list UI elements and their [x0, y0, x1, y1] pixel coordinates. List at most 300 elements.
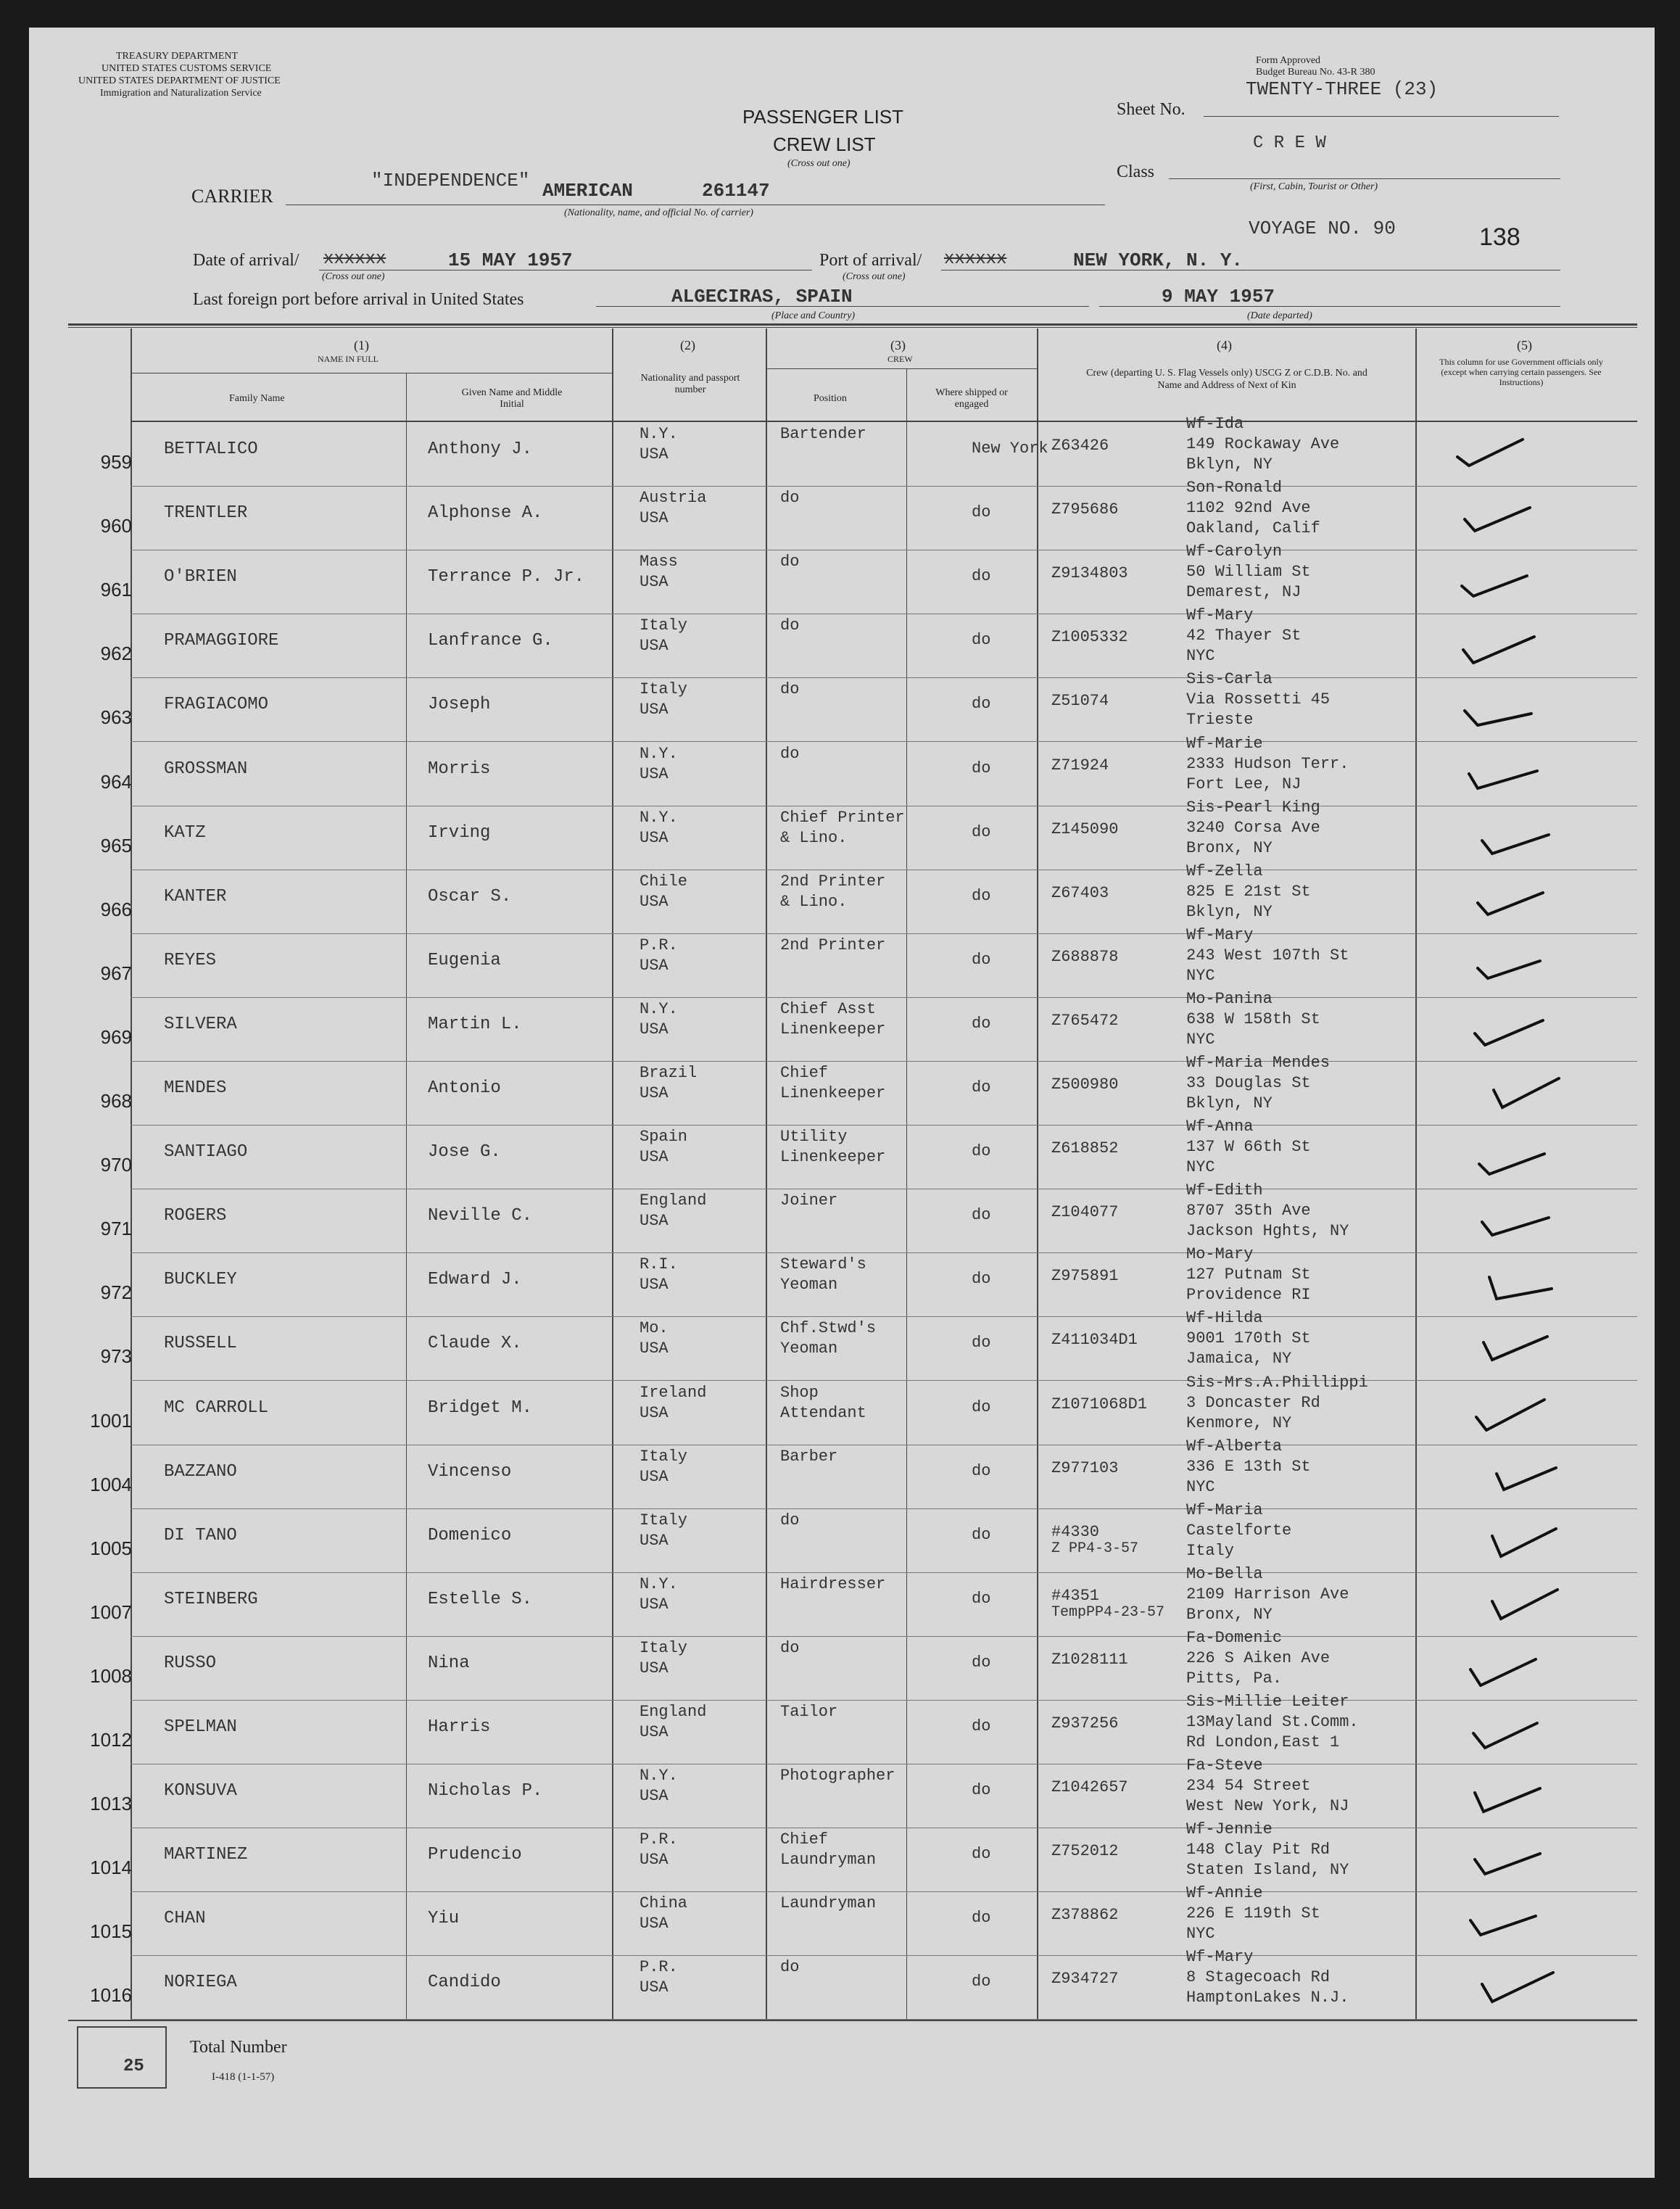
uscg-z-number: Z9134803 [1051, 564, 1128, 582]
given-name: Terrance P. Jr. [428, 567, 585, 587]
given-name: Domenico [428, 1526, 512, 1545]
row-divider [131, 1061, 1637, 1062]
checkmark-icon [1481, 1516, 1560, 1559]
row-number: 965 [100, 835, 132, 856]
nationality-country: USA [640, 1148, 669, 1166]
nationality-country: USA [640, 573, 669, 591]
row-number: 1004 [90, 1474, 132, 1495]
port-value: NEW YORK, N. Y. [1073, 249, 1244, 271]
row-number: 967 [100, 962, 132, 984]
carrier-nationality: AMERICAN [542, 180, 633, 202]
last-port-label: Last foreign port before arrival in United States [193, 290, 524, 309]
given-name: Prudencio [428, 1845, 522, 1865]
given-name: Martin L. [428, 1015, 522, 1034]
nationality-country: USA [640, 701, 669, 719]
next-of-kin-name: Wf-Mary [1186, 606, 1254, 624]
col2-title: Nationality and passport number [640, 373, 740, 395]
title-passenger-list: PASSENGER LIST [742, 106, 904, 128]
next-of-kin-address: 50 William St [1186, 563, 1311, 581]
given-name: Nicholas P. [428, 1781, 543, 1801]
given-name: Neville C. [428, 1206, 533, 1226]
uscg-z-number: #4330 [1051, 1523, 1100, 1541]
position: Barber [780, 1448, 838, 1466]
uscg-z-number: Z618852 [1051, 1139, 1119, 1157]
next-of-kin-name: Fa-Domenic [1186, 1629, 1283, 1647]
position-line2: & Lino. [780, 893, 848, 911]
nationality-country: USA [640, 509, 669, 527]
sheet-label: Sheet No. [1117, 100, 1185, 119]
uscg-z-number: Z1071068D1 [1051, 1395, 1148, 1413]
position-line2: Attendant [780, 1404, 866, 1422]
checkmark-icon [1463, 1643, 1543, 1687]
given-name: Oscar S. [428, 887, 512, 907]
family-name: TRENTLER [164, 503, 248, 523]
next-of-kin-name: Wf-Hilda [1186, 1309, 1263, 1327]
uscg-z-number: Z765472 [1051, 1012, 1119, 1030]
nationality: Spain [640, 1128, 688, 1146]
row-divider [131, 677, 1637, 678]
position: do [780, 680, 800, 698]
uscg-z-number: Z937256 [1051, 1714, 1119, 1733]
given-name: Claude X. [428, 1334, 522, 1353]
uscg-z-number: #4351 [1051, 1587, 1100, 1605]
col1-number: (1) [354, 338, 369, 352]
nationality: N.Y. [640, 1575, 678, 1593]
checkmark-icon [1473, 813, 1553, 856]
given-name: Anthony J. [428, 439, 533, 459]
row-number: 964 [100, 771, 132, 793]
next-of-kin-address: 33 Douglas St [1186, 1074, 1311, 1092]
next-of-kin-address: 137 W 66th St [1186, 1138, 1311, 1156]
arrival-label: Date of arrival/ [193, 251, 299, 270]
uscg-z-number: Z63426 [1051, 437, 1109, 455]
position: Chf.Stwd's [780, 1319, 877, 1337]
row-number: 1007 [90, 1601, 132, 1623]
nationality-country: USA [640, 637, 669, 655]
family-name: RUSSO [164, 1653, 217, 1673]
next-of-kin-address: 148 Clay Pit Rd [1186, 1841, 1331, 1859]
uscg-z-number: Z1042657 [1051, 1778, 1128, 1796]
row-number: 962 [100, 643, 132, 664]
next-of-kin-name: Fa-Steve [1186, 1756, 1263, 1775]
nationality-country: USA [640, 1276, 669, 1294]
row-number: 969 [100, 1026, 132, 1048]
nationality: Chile [640, 872, 688, 891]
given-name: Bridget M. [428, 1398, 533, 1418]
nationality-country: USA [640, 829, 669, 847]
checkmark-icon [1469, 1388, 1549, 1432]
date-departed-hint: (Date departed) [1247, 310, 1312, 321]
family-name: BUCKLEY [164, 1270, 237, 1289]
dept-line-3: UNITED STATES DEPARTMENT OF JUSTICE [78, 75, 281, 86]
next-of-kin-address: 336 E 13th St [1186, 1458, 1311, 1476]
where-shipped: do [972, 1015, 991, 1033]
position: do [780, 489, 800, 507]
row-divider [131, 1700, 1637, 1701]
uscg-z-number: Z67403 [1051, 884, 1109, 902]
row-number: 1016 [90, 1984, 132, 2006]
where-shipped: do [972, 887, 991, 905]
next-of-kin-city: NYC [1186, 1031, 1215, 1049]
position-line2: Linenkeeper [780, 1148, 886, 1166]
next-of-kin-address: 3 Doncaster Rd [1186, 1394, 1320, 1412]
next-of-kin-address: 8707 35th Ave [1186, 1202, 1311, 1220]
where-shipped: do [972, 695, 991, 713]
arrival-date: 15 MAY 1957 [448, 249, 573, 271]
next-of-kin-address: 13Mayland St.Comm. [1186, 1713, 1359, 1731]
family-name: RUSSELL [164, 1334, 237, 1353]
col5-title: This column for use Government officials only (except when carrying certain passengers. See Instructions) [1439, 357, 1603, 387]
nationality-country: USA [640, 1851, 669, 1869]
given-name: Eugenia [428, 951, 501, 970]
next-of-kin-name: Mo-Mary [1186, 1245, 1254, 1263]
col1-family-heading: Family Name [229, 393, 285, 404]
position-line2: Yeoman [780, 1339, 838, 1358]
next-of-kin-name: Mo-Panina [1186, 990, 1273, 1008]
row-divider [131, 2019, 1637, 2020]
family-name: KATZ [164, 823, 206, 843]
family-name: CHAN [164, 1909, 206, 1928]
next-of-kin-address: 3240 Corsa Ave [1186, 819, 1320, 837]
class-value: C R E W [1253, 133, 1326, 153]
next-of-kin-address: 243 West 107th St [1186, 946, 1349, 965]
family-name: REYES [164, 951, 217, 970]
checkmark-icon [1475, 1196, 1555, 1239]
next-of-kin-address: 9001 170th St [1186, 1329, 1311, 1347]
next-of-kin-city: Bklyn, NY [1186, 1094, 1273, 1112]
next-of-kin-name: Wf-Edith [1186, 1181, 1263, 1200]
next-of-kin-name: Wf-Alberta [1186, 1437, 1283, 1456]
form-approved-2: Budget Bureau No. 43-R 380 [1256, 67, 1375, 78]
where-shipped: do [972, 1398, 991, 1416]
where-shipped: do [972, 1845, 991, 1863]
next-of-kin-address: 234 54 Street [1186, 1777, 1311, 1795]
row-divider [131, 933, 1637, 934]
family-name: STEINBERG [164, 1590, 258, 1609]
nationality: Ireland [640, 1384, 707, 1402]
nationality: R.I. [640, 1255, 678, 1273]
row-number: 1015 [90, 1920, 132, 1942]
nationality: P.R. [640, 936, 678, 954]
nationality-country: USA [640, 1468, 669, 1486]
next-of-kin-address: 2333 Hudson Terr. [1186, 755, 1349, 773]
row-number: 972 [100, 1281, 132, 1303]
position-line2: Linenkeeper [780, 1020, 886, 1039]
family-name: SILVERA [164, 1015, 237, 1034]
nationality: Mo. [640, 1319, 669, 1337]
position: 2nd Printer [780, 936, 886, 954]
uscg-z-number: Z145090 [1051, 820, 1119, 838]
family-name: BAZZANO [164, 1462, 237, 1482]
row-divider [131, 1636, 1637, 1637]
checkmark-icon [1482, 1580, 1562, 1623]
next-of-kin-city: Bklyn, NY [1186, 455, 1273, 474]
given-name: Harris [428, 1717, 491, 1737]
row-divider [131, 997, 1637, 998]
next-of-kin-name: Wf-Mary [1186, 1948, 1254, 1966]
dept-line-2: UNITED STATES CUSTOMS SERVICE [102, 63, 272, 74]
family-name: BETTALICO [164, 439, 258, 459]
checkmark-icon [1455, 557, 1534, 600]
nationality: N.Y. [640, 809, 678, 827]
form-id: I-418 (1-1-57) [212, 2071, 275, 2083]
class-hint: (First, Cabin, Tourist or Other) [1250, 181, 1378, 192]
row-number: 1005 [90, 1537, 132, 1559]
next-of-kin-city: Bronx, NY [1186, 839, 1273, 857]
uscg-z-number: Z71924 [1051, 756, 1109, 775]
nationality-country: USA [640, 1020, 669, 1039]
checkmark-icon [1468, 1004, 1547, 1048]
nationality: China [640, 1894, 688, 1912]
row-number: 959 [100, 451, 132, 473]
row-divider [131, 1891, 1637, 1892]
checkmark-icon [1468, 1771, 1547, 1814]
next-of-kin-city: NYC [1186, 1158, 1215, 1176]
nationality: Italy [640, 1639, 688, 1657]
uscg-z-number-line2: Z PP4-3-57 [1051, 1540, 1139, 1557]
position: Tailor [780, 1703, 838, 1721]
position-line2: & Lino. [780, 829, 848, 847]
row-number: 1012 [90, 1729, 132, 1751]
position: Chief [780, 1064, 829, 1082]
nationality: England [640, 1703, 707, 1721]
checkmark-icon [1468, 941, 1547, 984]
carrier-hint: (Nationality, name, and official No. of carrier) [564, 207, 753, 218]
where-shipped: do [972, 631, 991, 649]
where-shipped: do [972, 1590, 991, 1608]
family-name: PRAMAGGIORE [164, 631, 279, 651]
total-value: 25 [123, 2057, 144, 2076]
last-port-value: ALGECIRAS, SPAIN [671, 286, 853, 307]
where-shipped: do [972, 1462, 991, 1480]
next-of-kin-name: Mo-Bella [1186, 1565, 1263, 1583]
nationality: N.Y. [640, 745, 678, 763]
next-of-kin-name: Wf-Maria [1186, 1501, 1263, 1519]
row-divider [131, 1380, 1637, 1381]
form-approved-1: Form Approved [1256, 55, 1321, 66]
row-number: 973 [100, 1345, 132, 1367]
uscg-z-number: Z104077 [1051, 1203, 1119, 1221]
where-shipped: do [972, 951, 991, 969]
carrier-label: CARRIER [191, 186, 273, 207]
position: Joiner [780, 1192, 838, 1210]
col4-title: Crew (departing U. S. Flag Vessels only) USCG Z or C.D.B. No. and Name and Address of Next of Kin [1086, 368, 1367, 391]
position: Photographer [780, 1767, 895, 1785]
given-name: Yiu [428, 1909, 460, 1928]
position: do [780, 1639, 800, 1657]
last-port-hint: (Place and Country) [771, 310, 856, 321]
col1-given-heading: Given Name and Middle Initial [461, 387, 563, 410]
col3-number: (3) [890, 338, 906, 352]
position: do [780, 616, 800, 635]
next-of-kin-address: Castelforte [1186, 1521, 1292, 1540]
given-name: Vincenso [428, 1462, 512, 1482]
row-divider [131, 741, 1637, 742]
nationality-country: USA [640, 1212, 669, 1230]
row-number: 960 [100, 515, 132, 537]
row-number: 1013 [90, 1793, 132, 1814]
given-name: Edward J. [428, 1270, 522, 1289]
checkmark-icon [1475, 1324, 1555, 1367]
row-number: 963 [100, 706, 132, 728]
uscg-z-number-line2: TempPP4-23-57 [1051, 1604, 1165, 1621]
where-shipped: do [972, 567, 991, 585]
next-of-kin-name: Wf-Marie [1186, 735, 1263, 753]
nationality: N.Y. [640, 425, 678, 443]
row-divider [131, 1125, 1637, 1126]
sheet-value: TWENTY-THREE (23) [1246, 78, 1439, 100]
where-shipped: do [972, 1078, 991, 1097]
next-of-kin-name: Son-Ronald [1186, 479, 1283, 497]
uscg-z-number: Z934727 [1051, 1970, 1119, 1988]
uscg-z-number: Z411034D1 [1051, 1331, 1138, 1349]
next-of-kin-address: Via Rossetti 45 [1186, 690, 1331, 709]
uscg-z-number: Z51074 [1051, 692, 1109, 710]
given-name: Lanfrance G. [428, 631, 553, 651]
next-of-kin-city: NYC [1186, 1478, 1215, 1496]
checkmark-icon [1465, 1707, 1544, 1751]
page-number: 138 [1479, 223, 1520, 251]
next-of-kin-name: Wf-Zella [1186, 862, 1263, 880]
col3-position-heading: Position [814, 393, 847, 404]
where-shipped: do [972, 759, 991, 777]
voyage-number: VOYAGE NO. 90 [1249, 218, 1396, 239]
row-number: 966 [100, 899, 132, 920]
nationality-country: USA [640, 1532, 669, 1550]
next-of-kin-name: Wf-Anna [1186, 1118, 1254, 1136]
nationality-country: USA [640, 1659, 669, 1677]
position: do [780, 1958, 800, 1976]
class-label: Class [1117, 162, 1155, 181]
nationality: Italy [640, 1511, 688, 1529]
family-name: FRAGIACOMO [164, 695, 269, 714]
row-divider [131, 1572, 1637, 1573]
family-name: MC CARROLL [164, 1398, 269, 1418]
next-of-kin-city: Jackson Hghts, NY [1186, 1222, 1349, 1240]
given-name: Jose G. [428, 1142, 501, 1162]
nationality: Austria [640, 489, 707, 507]
next-of-kin-address: 1102 92nd Ave [1186, 499, 1311, 517]
family-name: SPELMAN [164, 1717, 237, 1737]
uscg-z-number: Z500980 [1051, 1075, 1119, 1094]
checkmark-icon [1459, 749, 1539, 793]
next-of-kin-city: Demarest, NJ [1186, 583, 1302, 601]
checkmark-icon [1476, 1962, 1556, 2006]
row-number: 1014 [90, 1857, 132, 1878]
position: Chief Printer [780, 809, 905, 827]
col4-number: (4) [1217, 338, 1232, 352]
checkmark-icon [1457, 621, 1537, 664]
row-divider [131, 1508, 1637, 1509]
where-shipped: do [972, 1973, 991, 1991]
where-shipped: New York [972, 439, 1048, 458]
next-of-kin-city: Fort Lee, NJ [1186, 775, 1302, 793]
col3-shipped-heading: Where shipped or engaged [935, 387, 1008, 410]
cross-out-note: (Cross out one) [787, 158, 851, 169]
given-name: Estelle S. [428, 1590, 533, 1609]
port-label: Port of arrival/ [819, 251, 922, 270]
total-box [77, 2026, 167, 2089]
next-of-kin-city: Providence RI [1186, 1286, 1311, 1304]
row-number: 968 [100, 1090, 132, 1112]
uscg-z-number: Z1028111 [1051, 1651, 1128, 1669]
row-number: 1001 [90, 1410, 132, 1432]
nationality-country: USA [640, 1084, 669, 1102]
position-line2: Yeoman [780, 1276, 838, 1294]
next-of-kin-address: 226 S Aiken Ave [1186, 1649, 1331, 1667]
row-divider [131, 1252, 1637, 1253]
next-of-kin-address: 149 Rockaway Ave [1186, 435, 1340, 453]
nationality: Mass [640, 553, 678, 571]
next-of-kin-city: NYC [1186, 967, 1215, 985]
next-of-kin-name: Wf-Annie [1186, 1884, 1263, 1902]
next-of-kin-city: Pitts, Pa. [1186, 1669, 1283, 1688]
uscg-z-number: Z977103 [1051, 1459, 1119, 1477]
given-name: Irving [428, 823, 491, 843]
next-of-kin-city: Staten Island, NY [1186, 1861, 1349, 1879]
title-crew-list: CREW LIST [773, 133, 876, 155]
next-of-kin-name: Sis-Mrs.A.Phillippi [1186, 1374, 1368, 1392]
given-name: Morris [428, 759, 491, 779]
next-of-kin-city: West New York, NJ [1186, 1797, 1349, 1815]
family-name: MARTINEZ [164, 1845, 248, 1865]
family-name: KANTER [164, 887, 227, 907]
next-of-kin-address: 127 Putnam St [1186, 1265, 1311, 1284]
row-number: 970 [100, 1154, 132, 1176]
checkmark-icon [1470, 877, 1550, 920]
next-of-kin-name: Sis-Millie Leiter [1186, 1693, 1349, 1711]
carrier-number: 261147 [702, 180, 770, 202]
next-of-kin-city: Kenmore, NY [1186, 1414, 1292, 1432]
uscg-z-number: Z378862 [1051, 1906, 1119, 1924]
next-of-kin-city: Bklyn, NY [1186, 903, 1273, 921]
next-of-kin-address: 638 W 158th St [1186, 1010, 1320, 1028]
nationality-country: USA [640, 1978, 669, 1997]
where-shipped: do [972, 1653, 991, 1672]
where-shipped: do [972, 1909, 991, 1927]
checkmark-icon [1468, 1835, 1547, 1878]
next-of-kin-address: 42 Thayer St [1186, 627, 1302, 645]
position: Chief [780, 1830, 829, 1849]
where-shipped: do [972, 823, 991, 841]
next-of-kin-name: Wf-Ida [1186, 415, 1244, 433]
next-of-kin-name: Sis-Carla [1186, 670, 1273, 688]
where-shipped: do [972, 1526, 991, 1544]
checkmark-icon [1456, 685, 1536, 728]
nationality-country: USA [640, 1339, 669, 1358]
position: Hairdresser [780, 1575, 886, 1593]
nationality: Italy [640, 616, 688, 635]
position: Bartender [780, 425, 866, 443]
next-of-kin-city: Jamaica, NY [1186, 1350, 1292, 1368]
nationality-country: USA [640, 957, 669, 975]
where-shipped: do [972, 1781, 991, 1799]
row-divider [131, 1955, 1637, 1956]
where-shipped: do [972, 1270, 991, 1288]
nationality-country: USA [640, 1404, 669, 1422]
col3-title: CREW [887, 354, 913, 364]
nationality-country: USA [640, 1787, 669, 1805]
family-name: MENDES [164, 1078, 227, 1098]
given-name: Candido [428, 1973, 501, 1992]
position: Utility [780, 1128, 848, 1146]
uscg-z-number: Z752012 [1051, 1842, 1119, 1860]
next-of-kin-address: 226 E 119th St [1186, 1904, 1320, 1923]
position: do [780, 553, 800, 571]
nationality: Italy [640, 1448, 688, 1466]
next-of-kin-name: Wf-Jennie [1186, 1820, 1273, 1838]
next-of-kin-city: Oakland, Calif [1186, 519, 1320, 537]
